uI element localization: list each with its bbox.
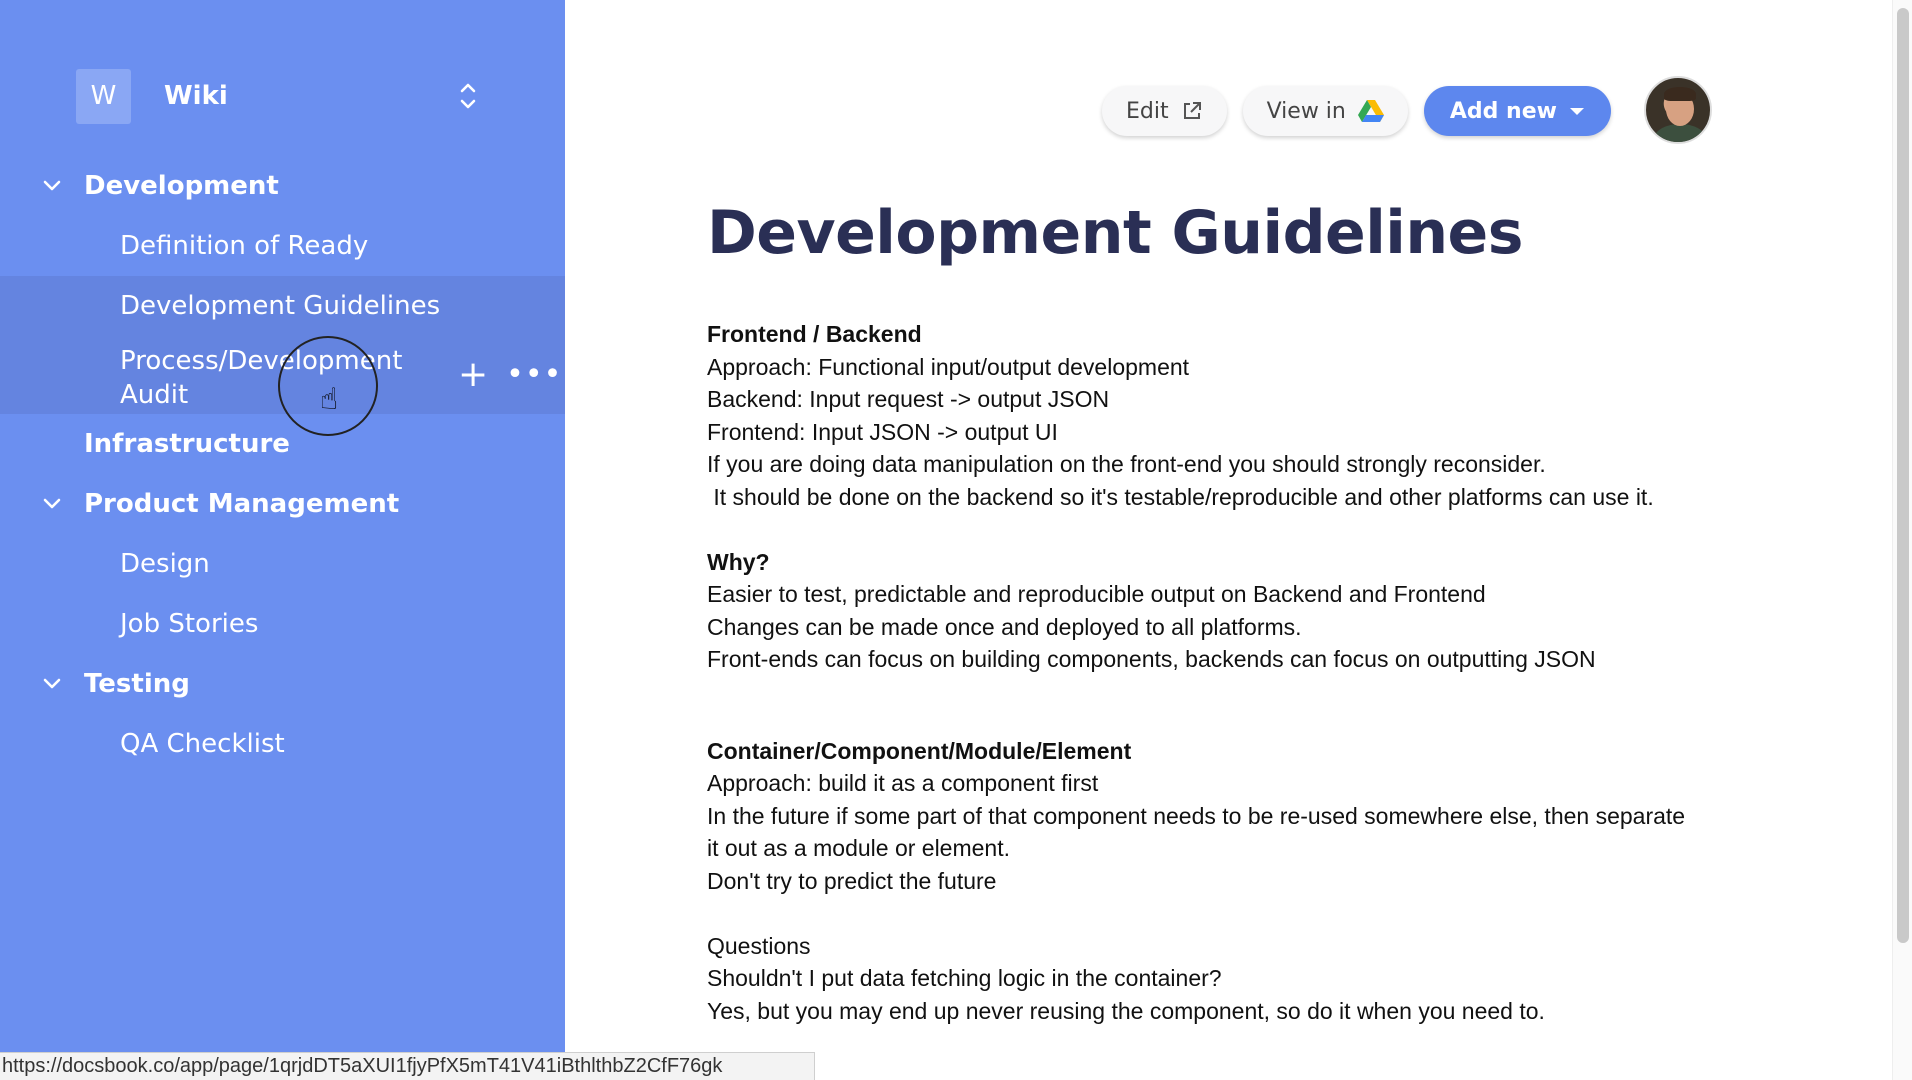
view-in-button-label: View in bbox=[1266, 98, 1346, 124]
paragraph-line: Changes can be made once and deployed to all platforms. bbox=[707, 613, 1302, 640]
sidebar-item-label: QA Checklist bbox=[120, 729, 285, 759]
sidebar-item-qa-checklist[interactable] bbox=[0, 714, 565, 774]
sidebar bbox=[0, 0, 565, 1080]
sidebar-section-label: Testing bbox=[84, 669, 190, 699]
document-body bbox=[707, 318, 1767, 1027]
chevron-down-icon[interactable] bbox=[42, 176, 62, 196]
sidebar-section-label: Development bbox=[84, 171, 279, 201]
external-link-icon bbox=[1181, 100, 1203, 122]
view-in-drive-button[interactable] bbox=[1243, 86, 1408, 136]
section-heading: Why? bbox=[707, 548, 770, 575]
paragraph-line: Shouldn't I put data fetching logic in the container? bbox=[707, 965, 1222, 991]
paragraph-line: Approach: build it as a component first bbox=[707, 770, 1099, 796]
google-drive-icon bbox=[1358, 100, 1384, 123]
section-heading: Frontend / Backend bbox=[707, 321, 922, 347]
sidebar-item-job-stories[interactable] bbox=[0, 594, 565, 654]
edit-button-label: Edit bbox=[1126, 98, 1169, 124]
workspace-badge: W bbox=[76, 69, 131, 124]
edit-button[interactable] bbox=[1102, 86, 1227, 136]
sidebar-item-label: Job Stories bbox=[120, 609, 259, 639]
chevron-updown-icon[interactable] bbox=[456, 78, 480, 114]
paragraph-line: In the future if some part of that component needs to be re-used somewhere else, then separate bbox=[707, 802, 1686, 829]
chevron-down-icon[interactable] bbox=[42, 494, 62, 514]
sidebar-section-testing[interactable] bbox=[0, 654, 565, 714]
sidebar-item-design[interactable] bbox=[0, 534, 565, 594]
paragraph-line: If you are doing data manipulation on the front-end you should strongly reconsider. bbox=[707, 451, 1546, 477]
sidebar-section-infrastructure[interactable] bbox=[0, 414, 565, 474]
add-new-button-label: Add new bbox=[1449, 98, 1557, 124]
workspace-switcher[interactable] bbox=[76, 68, 486, 124]
sidebar-section-label: Product Management bbox=[84, 489, 400, 519]
paragraph-line: Yes, but you may end up never reusing the component, so do it when you need to. bbox=[707, 997, 1545, 1024]
add-icon[interactable]: + bbox=[458, 354, 489, 395]
user-avatar[interactable] bbox=[1644, 76, 1712, 144]
more-icon[interactable]: ••• bbox=[506, 357, 563, 392]
status-bar-url: https://docsbook.co/app/page/1qrjdDT5aXUI1fjyPfX5mT41V41iBthlthbZ2CfF76gk bbox=[0, 1052, 815, 1080]
sidebar-item-development-guidelines[interactable] bbox=[0, 276, 565, 336]
sidebar-item-label: Process/Development Audit bbox=[120, 346, 403, 410]
toolbar bbox=[1102, 86, 1611, 136]
paragraph-line: It should be done on the backend so it's testable/reproducible and other platforms can use it. bbox=[707, 483, 1654, 510]
paragraph-line: it out as a module or element. bbox=[707, 835, 1010, 861]
paragraph-line: Backend: Input request -> output JSON bbox=[707, 386, 1110, 412]
sidebar-section-development[interactable] bbox=[0, 156, 565, 216]
section-heading: Container/Component/Module/Element bbox=[707, 737, 1132, 764]
sidebar-item-label: Design bbox=[120, 549, 210, 579]
workspace-name: Wiki bbox=[164, 81, 228, 111]
add-new-button[interactable] bbox=[1424, 86, 1611, 136]
page-title: Development Guidelines bbox=[707, 198, 1523, 268]
caret-down-icon bbox=[1569, 106, 1585, 116]
row-actions bbox=[458, 354, 563, 395]
sidebar-nav bbox=[0, 156, 565, 774]
paragraph-line: Don't try to predict the future bbox=[707, 867, 997, 894]
sidebar-item-label: Development Guidelines bbox=[120, 291, 441, 321]
paragraph-line: Easier to test, predictable and reproducible output on Backend and Frontend bbox=[707, 581, 1486, 607]
sidebar-item-definition-of-ready[interactable] bbox=[0, 216, 565, 276]
sidebar-section-label: Infrastructure bbox=[84, 429, 290, 459]
scrollbar-thumb[interactable] bbox=[1897, 8, 1909, 943]
hand-pointer-icon: ☝ bbox=[320, 382, 339, 417]
chevron-down-icon[interactable] bbox=[42, 674, 62, 694]
sidebar-item-label: Definition of Ready bbox=[120, 231, 369, 261]
paragraph-line: Frontend: Input JSON -> output UI bbox=[707, 418, 1058, 445]
paragraph-line: Front-ends can focus on building components, backends can focus on outputting JSON bbox=[707, 646, 1596, 672]
paragraph-line: Questions bbox=[707, 932, 811, 959]
paragraph-line: Approach: Functional input/output development bbox=[707, 353, 1190, 380]
sidebar-section-product-management[interactable] bbox=[0, 474, 565, 534]
